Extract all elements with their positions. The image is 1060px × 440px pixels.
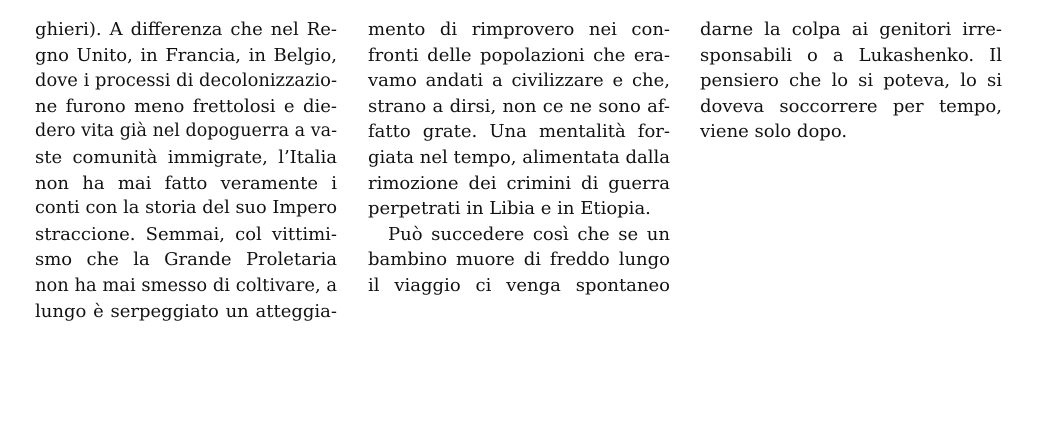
text-column-1 <box>35 17 337 324</box>
text-line: strano a dirsi, non ce ne sono af- <box>368 95 670 117</box>
text-line: pensiero che lo si poteva, lo si <box>700 70 1002 92</box>
paragraph-start-line: Può succedere così che se un <box>388 223 670 245</box>
text-line: ste comunità immigrate, l’Italia <box>35 146 337 168</box>
text-line: giata nel tempo, alimentata dalla <box>368 146 670 168</box>
text-line: fronti delle popolazioni che era- <box>368 44 670 66</box>
text-line: conti con la storia del suo Impero <box>35 198 337 219</box>
text-column-2 <box>368 17 670 299</box>
text-line: ghieri). A differenza che nel Re- <box>35 19 337 40</box>
text-line: doveva soccorrere per tempo, <box>700 95 1002 117</box>
text-line: ne furono meno frettolosi e die- <box>35 95 337 117</box>
text-line: sponsabili o a Lukashenko. Il <box>700 44 1002 66</box>
text-line: mento di rimprovero nei con- <box>368 19 670 40</box>
text-line: dove i processi di decolonizzazio- <box>35 70 337 92</box>
text-line: non ha mai smesso di coltivare, a <box>35 274 337 296</box>
text-line: rimozione dei crimini di guerra <box>368 172 670 194</box>
text-line: perpetrati in Libia e in Etiopia. <box>368 198 651 220</box>
text-line: vamo andati a civilizzare e che, <box>368 70 670 92</box>
text-line: bambino muore di freddo lungo <box>368 249 670 271</box>
text-line: fatto grate. Una mentalità for- <box>368 121 670 143</box>
text-line: darne la colpa ai genitori irre- <box>700 19 1002 40</box>
text-line: non ha mai fatto veramente i <box>35 172 337 194</box>
text-line: viene solo dopo. <box>700 121 848 143</box>
text-line: smo che la Grande Proletaria <box>35 249 337 271</box>
text-line: il viaggio ci venga spontaneo <box>368 274 670 296</box>
text-line: straccione. Semmai, col vittimi- <box>35 223 337 245</box>
text-line: dero vita già nel dopoguerra a va- <box>35 121 337 142</box>
text-line: gno Unito, in Francia, in Belgio, <box>35 44 337 66</box>
text-column-3 <box>700 17 1002 145</box>
text-line: lungo è serpeggiato un atteggia- <box>35 300 337 322</box>
